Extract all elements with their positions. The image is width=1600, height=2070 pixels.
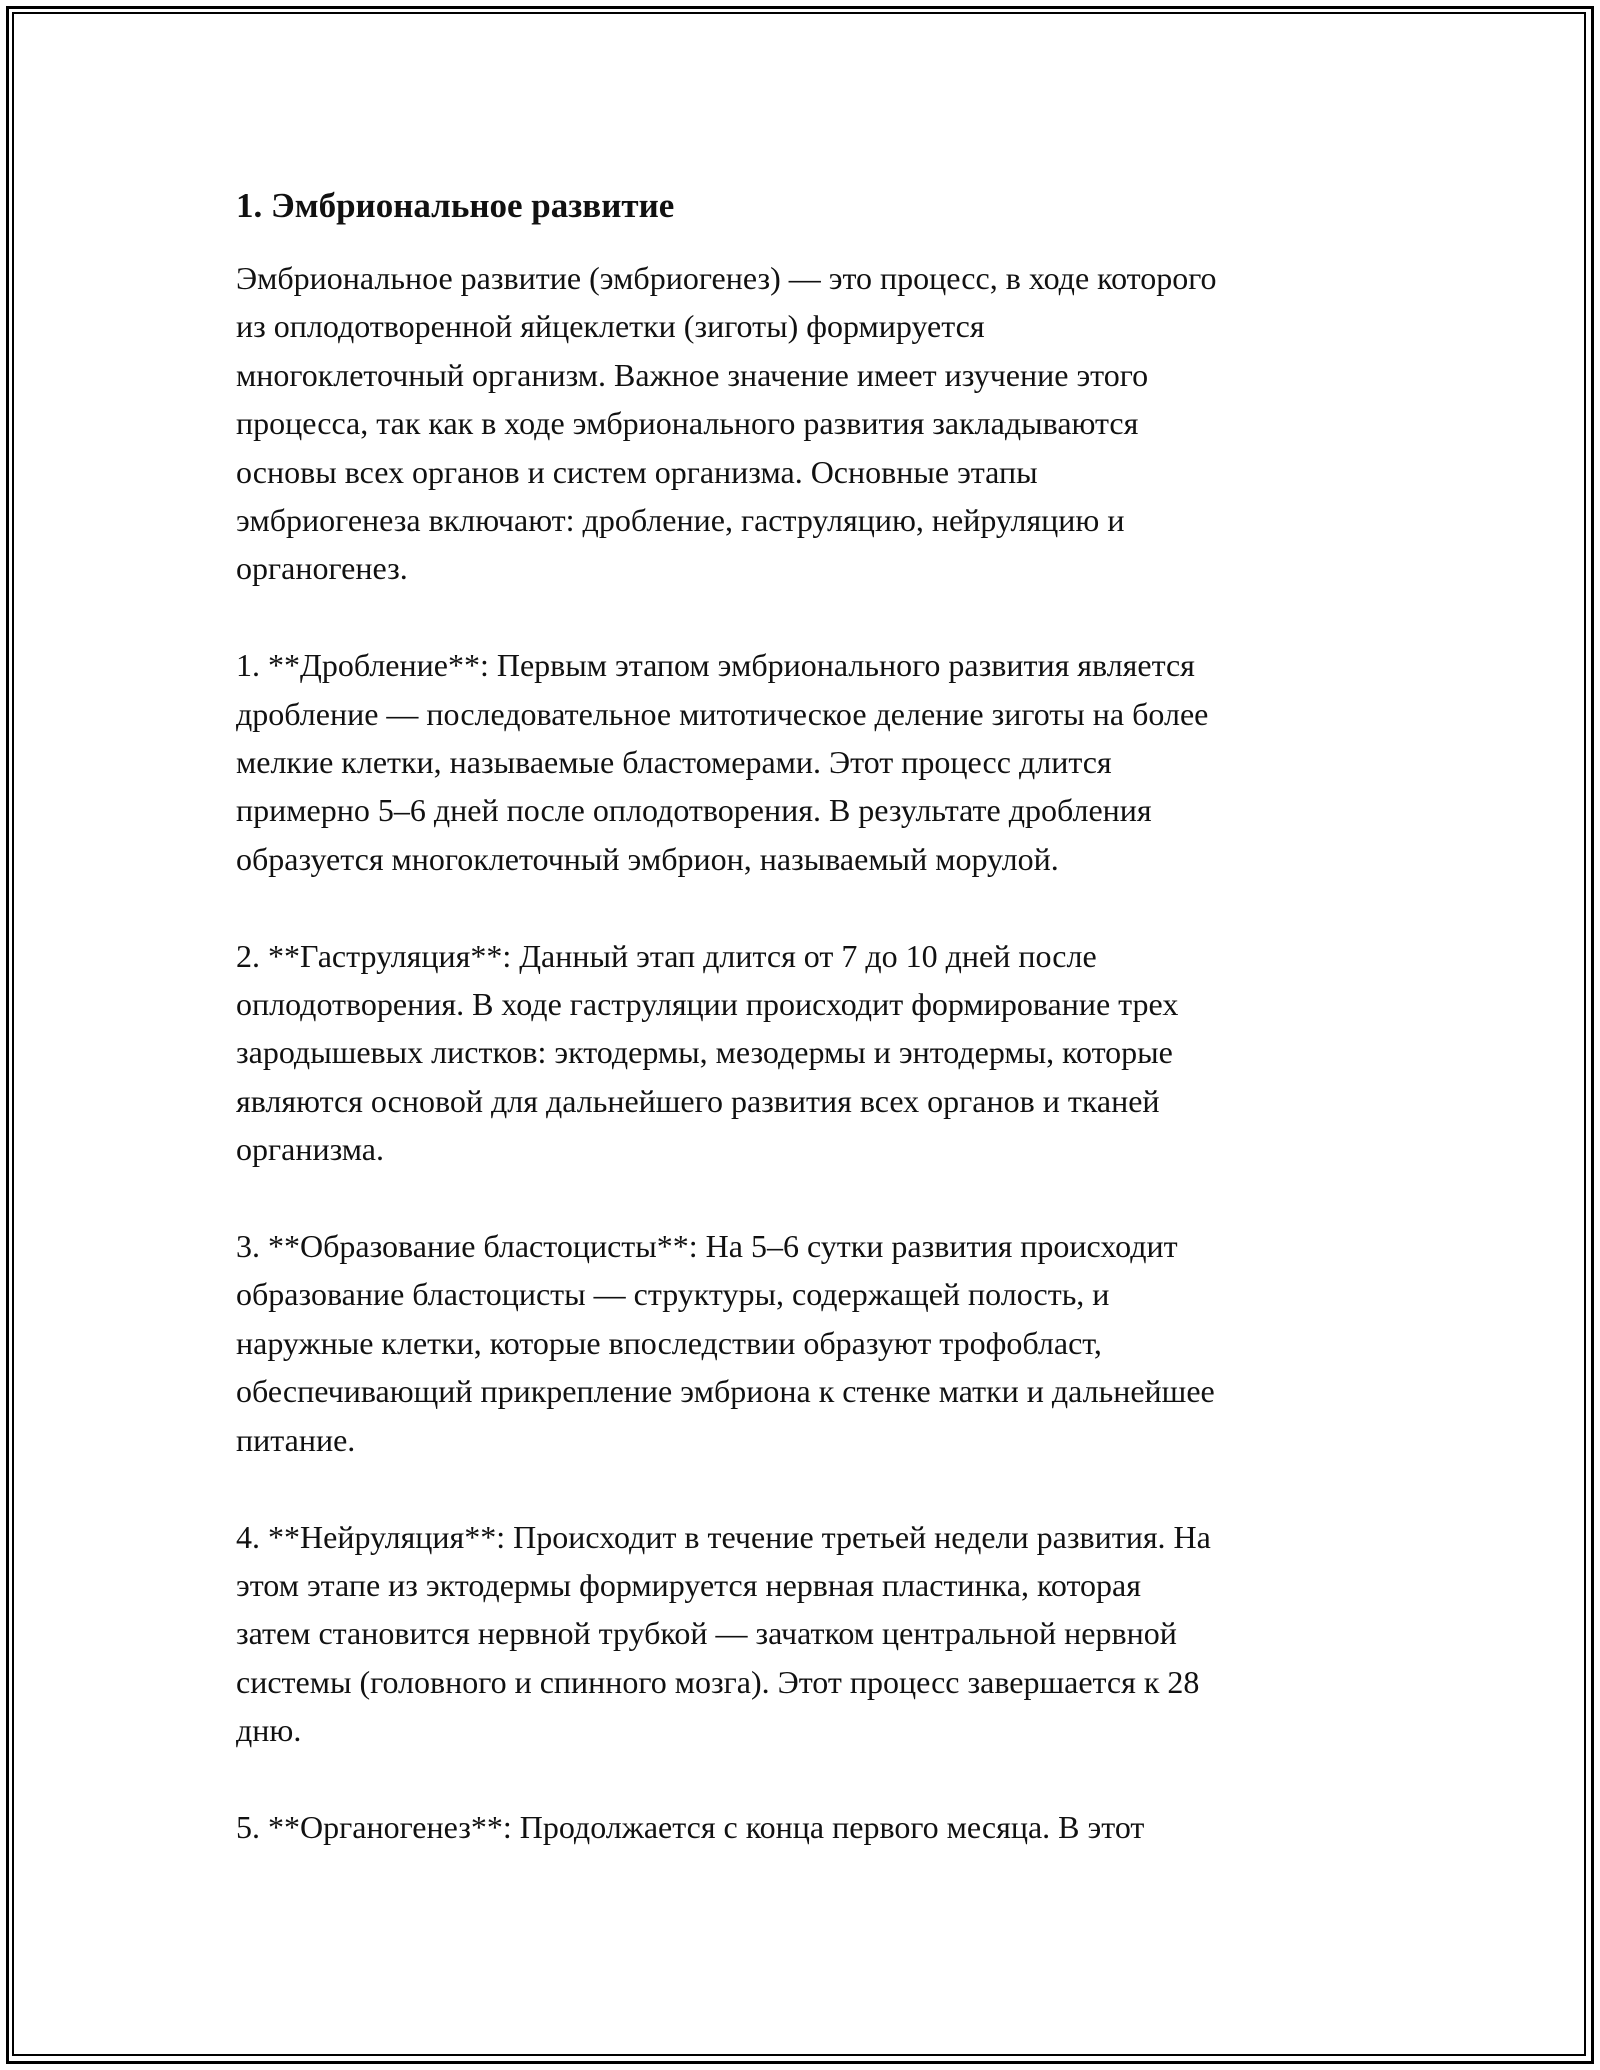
text-line: образование бластоцисты — структуры, содержащей полость, и [236,1276,1110,1313]
section-heading: 1. Эмбриональное развитие [236,186,675,225]
text-line: затем становится нервной трубкой — зачатком центральной нервной [236,1615,1177,1652]
text-line: этом этапе из эктодермы формируется нервная пластинка, которая [236,1566,1141,1603]
text-line: 3. **Образование бластоцисты**: На 5–6 сутки развития происходит [236,1228,1178,1265]
text-line: дробление — последовательное митотическое деление зиготы на более [236,695,1209,732]
text-line: 1. **Дробление**: Первым этапом эмбрионального развития является [236,647,1195,684]
text-line: оплодотворения. В ходе гаструляции происходит формирование трех [236,986,1179,1023]
text-line: являются основой для дальнейшего развития всех органов и тканей [236,1082,1160,1119]
text-line: питание. [236,1421,356,1458]
text-line: многоклеточный организм. Важное значение имеет изучение этого [236,356,1149,393]
text-line: процесса, так как в ходе эмбрионального развития закладываются [236,405,1139,442]
paragraph-neurulation [236,1513,1366,1755]
text-line: организма. [236,1131,384,1168]
paragraph-gastrulation [236,932,1366,1174]
text-line: обеспечивающий прикрепление эмбриона к стенке матки и дальнейшее [236,1373,1215,1410]
paragraph-blastocyst [236,1222,1366,1464]
text-line: зародышевых листков: эктодермы, мезодермы и энтодермы, которые [236,1034,1173,1071]
text-line: наружные клетки, которые впоследствии образуют трофобласт, [236,1324,1102,1361]
document-body [236,182,1366,1900]
text-line: 5. **Органогенез**: Продолжается с конца первого месяца. В этот [236,1808,1145,1845]
text-line: основы всех органов и систем организма. Основные этапы [236,453,1038,490]
text-line: 2. **Гаструляция**: Данный этап длится от 7 до 10 дней после [236,937,1097,974]
text-line: образуется многоклеточный эмбрион, называемый морулой. [236,840,1059,877]
text-line: системы (головного и спинного мозга). Этот процесс завершается к 28 [236,1663,1200,1700]
text-line: из оплодотворенной яйцеклетки (зиготы) формируется [236,308,985,345]
text-line: мелкие клетки, называемые бластомерами. Этот процесс длится [236,744,1112,781]
paragraph-organogenesis [236,1803,1366,1851]
text-line: 4. **Нейруляция**: Происходит в течение третьей недели развития. На [236,1518,1211,1555]
paragraph-intro [236,254,1366,593]
paragraph-cleavage [236,641,1366,883]
text-line: органогенез. [236,550,408,587]
text-line: эмбриогенеза включают: дробление, гаструляцию, нейруляцию и [236,502,1125,539]
text-line: примерно 5–6 дней после оплодотворения. В результате дробления [236,792,1152,829]
text-line: дню. [236,1712,302,1749]
text-line: Эмбриональное развитие (эмбриогенез) — это процесс, в ходе которого [236,260,1217,296]
